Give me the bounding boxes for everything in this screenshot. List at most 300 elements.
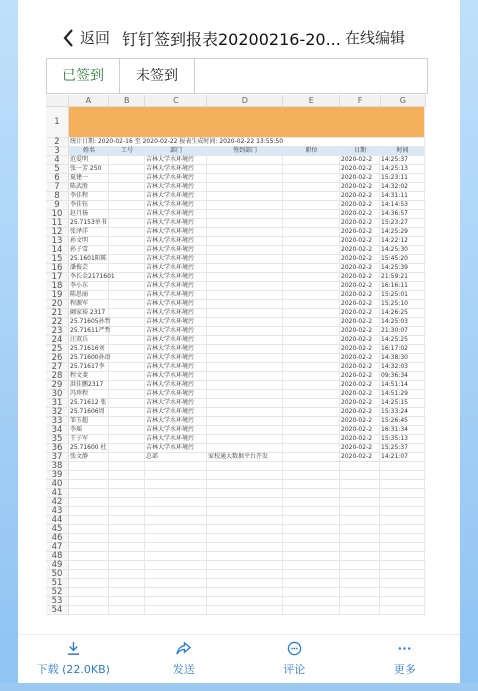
header-time[interactable]: 时间	[380, 147, 425, 155]
cell-signin-department[interactable]	[207, 156, 283, 164]
cell-employee-id[interactable]	[109, 246, 145, 254]
cell-name[interactable]: 阚家裕 2317	[69, 309, 109, 317]
cell-department[interactable]: 吉林大学水环境污	[145, 255, 207, 263]
cell-position[interactable]	[283, 390, 340, 398]
cell-name[interactable]: 张一芳 250	[69, 165, 109, 173]
cell-employee-id[interactable]	[109, 291, 145, 299]
cell-date[interactable]: 2020-02-2	[340, 399, 380, 407]
cell-name[interactable]: 25.71616刘	[69, 345, 109, 353]
cell-date[interactable]: 2020-02-2	[340, 210, 380, 218]
cell-employee-id[interactable]	[109, 345, 145, 353]
empty-cell[interactable]	[207, 462, 283, 470]
empty-cell[interactable]	[109, 516, 145, 524]
empty-cell[interactable]	[380, 588, 425, 596]
cell-time[interactable]: 14:32:02	[380, 183, 425, 191]
cell-name[interactable]: 李佳钰	[69, 201, 109, 209]
cell-signin-department[interactable]	[207, 327, 283, 335]
cell-position[interactable]	[283, 228, 340, 236]
cell-name[interactable]: 25.1601阳陈	[69, 255, 109, 263]
empty-cell[interactable]	[340, 570, 380, 578]
cell-employee-id[interactable]	[109, 417, 145, 425]
empty-cell[interactable]	[207, 516, 283, 524]
cell-department[interactable]: 吉林大学水环境污	[145, 435, 207, 443]
cell-position[interactable]	[283, 435, 340, 443]
empty-cell[interactable]	[69, 480, 109, 488]
cell-position[interactable]	[283, 165, 340, 173]
cell-name[interactable]: 汪双兵	[69, 336, 109, 344]
cell-department[interactable]: 吉林大学水环境污	[145, 219, 207, 227]
empty-cell[interactable]	[69, 552, 109, 560]
empty-cell[interactable]	[109, 480, 145, 488]
empty-cell[interactable]	[69, 507, 109, 515]
cell-department[interactable]: 吉林大学水环境污	[145, 174, 207, 182]
empty-cell[interactable]	[283, 588, 340, 596]
cell-position[interactable]	[283, 300, 340, 308]
cell-time[interactable]: 14:25:29	[380, 228, 425, 236]
cell-employee-id[interactable]	[109, 390, 145, 398]
empty-cell[interactable]	[283, 534, 340, 542]
cell-employee-id[interactable]	[109, 399, 145, 407]
empty-cell[interactable]	[145, 561, 207, 569]
cell-time[interactable]: 15:33:24	[380, 408, 425, 416]
cell-department[interactable]: 吉林大学水环境污	[145, 228, 207, 236]
cell-department[interactable]: 吉林大学水环境污	[145, 282, 207, 290]
empty-cell[interactable]	[380, 570, 425, 578]
empty-cell[interactable]	[340, 588, 380, 596]
cell-signin-department[interactable]	[207, 219, 283, 227]
cell-date[interactable]: 2020-02-2	[340, 246, 380, 254]
cell-signin-department[interactable]	[207, 354, 283, 362]
empty-cell[interactable]	[145, 462, 207, 470]
empty-cell[interactable]	[109, 597, 145, 605]
empty-cell[interactable]	[207, 534, 283, 542]
cell-time[interactable]: 09:36:34	[380, 372, 425, 380]
cell-time[interactable]: 21:30:07	[380, 327, 425, 335]
empty-cell[interactable]	[283, 561, 340, 569]
cell-signin-department[interactable]	[207, 399, 283, 407]
cell-signin-department[interactable]	[207, 228, 283, 236]
cell-department[interactable]: 吉林大学水环境污	[145, 363, 207, 371]
cell-position[interactable]	[283, 426, 340, 434]
cell-position[interactable]	[283, 255, 340, 263]
cell-position[interactable]	[283, 282, 340, 290]
cell-name[interactable]: 程文斐	[69, 372, 109, 380]
empty-cell[interactable]	[109, 588, 145, 596]
empty-cell[interactable]	[380, 561, 425, 569]
cell-position[interactable]	[283, 327, 340, 335]
empty-cell[interactable]	[380, 489, 425, 497]
cell-employee-id[interactable]	[109, 453, 145, 461]
cell-date[interactable]: 2020-02-2	[340, 174, 380, 182]
empty-cell[interactable]	[109, 471, 145, 479]
cell-position[interactable]	[283, 453, 340, 461]
header-signin-department[interactable]: 签到部门	[207, 147, 283, 155]
cell-signin-department[interactable]	[207, 174, 283, 182]
cell-department[interactable]: 吉林大学水环境污	[145, 192, 207, 200]
empty-cell[interactable]	[340, 471, 380, 479]
cell-name[interactable]: 冯珍程	[69, 390, 109, 398]
cell-date[interactable]: 2020-02-2	[340, 264, 380, 272]
cell-signin-department[interactable]	[207, 309, 283, 317]
cell-name[interactable]: 夏建一	[69, 174, 109, 182]
empty-cell[interactable]	[283, 471, 340, 479]
empty-cell[interactable]	[207, 498, 283, 506]
cell-name[interactable]: 陈思丽	[69, 291, 109, 299]
empty-cell[interactable]	[109, 606, 145, 614]
cell-time[interactable]: 14:38:30	[380, 354, 425, 362]
cell-time[interactable]: 14:31:11	[380, 192, 425, 200]
empty-cell[interactable]	[380, 498, 425, 506]
empty-cell[interactable]	[207, 525, 283, 533]
cell-department[interactable]: 吉林大学水环境污	[145, 201, 207, 209]
cell-name[interactable]: 程源军	[69, 300, 109, 308]
empty-cell[interactable]	[340, 534, 380, 542]
empty-cell[interactable]	[283, 606, 340, 614]
cell-date[interactable]: 2020-02-2	[340, 165, 380, 173]
cell-employee-id[interactable]	[109, 318, 145, 326]
cell-department[interactable]: 吉林大学水环境污	[145, 426, 207, 434]
empty-cell[interactable]	[109, 579, 145, 587]
header-employee-id[interactable]: 工号	[109, 147, 145, 155]
cell-employee-id[interactable]	[109, 210, 145, 218]
cell-time[interactable]: 16:16:11	[380, 282, 425, 290]
cell-date[interactable]: 2020-02-2	[340, 408, 380, 416]
empty-cell[interactable]	[145, 534, 207, 542]
title-band-cell[interactable]	[69, 107, 425, 137]
cell-department[interactable]: 吉林大学水环境污	[145, 336, 207, 344]
empty-cell[interactable]	[340, 516, 380, 524]
cell-time[interactable]: 15:45:20	[380, 255, 425, 263]
empty-cell[interactable]	[340, 507, 380, 515]
cell-time[interactable]: 14:14:53	[380, 201, 425, 209]
cell-time[interactable]: 16:17:02	[380, 345, 425, 353]
empty-cell[interactable]	[207, 606, 283, 614]
empty-cell[interactable]	[109, 561, 145, 569]
online-edit-button[interactable]: 在线编辑	[345, 29, 406, 47]
cell-employee-id[interactable]	[109, 372, 145, 380]
cell-department[interactable]: 吉林大学水环境污	[145, 264, 207, 272]
cell-name[interactable]: 李佳程	[69, 192, 109, 200]
empty-cell[interactable]	[283, 543, 340, 551]
empty-cell[interactable]	[283, 525, 340, 533]
cell-position[interactable]	[283, 444, 340, 452]
header-date[interactable]: 日期	[340, 147, 380, 155]
cell-signin-department[interactable]	[207, 345, 283, 353]
cell-time[interactable]: 14:51:14	[380, 381, 425, 389]
empty-cell[interactable]	[380, 534, 425, 542]
cell-time[interactable]: 14:21:07	[380, 453, 425, 461]
cell-department[interactable]: 吉林大学水环境污	[145, 183, 207, 191]
empty-cell[interactable]	[283, 507, 340, 515]
empty-cell[interactable]	[207, 579, 283, 587]
more-button[interactable]	[350, 635, 461, 681]
cell-department[interactable]: 吉林大学水环境污	[145, 318, 207, 326]
empty-cell[interactable]	[340, 498, 380, 506]
cell-position[interactable]	[283, 219, 340, 227]
cell-name[interactable]: 25.71606周	[69, 408, 109, 416]
empty-cell[interactable]	[340, 606, 380, 614]
cell-signin-department[interactable]	[207, 237, 283, 245]
empty-cell[interactable]	[145, 570, 207, 578]
cell-employee-id[interactable]	[109, 192, 145, 200]
cell-date[interactable]: 2020-02-2	[340, 435, 380, 443]
cell-name[interactable]: 孙文明	[69, 237, 109, 245]
empty-cell[interactable]	[69, 462, 109, 470]
cell-department[interactable]: 吉林大学水环境污	[145, 210, 207, 218]
empty-cell[interactable]	[145, 606, 207, 614]
cell-date[interactable]: 2020-02-2	[340, 156, 380, 164]
cell-department[interactable]: 吉林大学水环境污	[145, 237, 207, 245]
empty-cell[interactable]	[207, 489, 283, 497]
empty-cell[interactable]	[69, 543, 109, 551]
cell-employee-id[interactable]	[109, 165, 145, 173]
empty-cell[interactable]	[340, 552, 380, 560]
cell-signin-department[interactable]	[207, 210, 283, 218]
empty-cell[interactable]	[145, 552, 207, 560]
empty-cell[interactable]	[207, 507, 283, 515]
cell-employee-id[interactable]	[109, 174, 145, 182]
cell-name[interactable]: 张泽洋	[69, 228, 109, 236]
cell-employee-id[interactable]	[109, 363, 145, 371]
empty-cell[interactable]	[283, 579, 340, 587]
cell-date[interactable]: 2020-02-2	[340, 417, 380, 425]
cell-date[interactable]: 2020-02-2	[340, 336, 380, 344]
empty-cell[interactable]	[109, 525, 145, 533]
empty-cell[interactable]	[109, 489, 145, 497]
empty-cell[interactable]	[145, 597, 207, 605]
empty-cell[interactable]	[69, 489, 109, 497]
cell-position[interactable]	[283, 318, 340, 326]
empty-cell[interactable]	[380, 543, 425, 551]
cell-employee-id[interactable]	[109, 408, 145, 416]
cell-department[interactable]: 吉林大学水环境污	[145, 372, 207, 380]
cell-department[interactable]: 吉林大学水环境污	[145, 165, 207, 173]
empty-cell[interactable]	[340, 579, 380, 587]
empty-cell[interactable]	[380, 552, 425, 560]
empty-cell[interactable]	[283, 516, 340, 524]
empty-cell[interactable]	[69, 516, 109, 524]
cell-employee-id[interactable]	[109, 354, 145, 362]
empty-cell[interactable]	[380, 597, 425, 605]
cell-date[interactable]: 2020-02-2	[340, 219, 380, 227]
cell-time[interactable]: 14:26:25	[380, 309, 425, 317]
cell-name[interactable]: 25.71617李	[69, 363, 109, 371]
empty-cell[interactable]	[207, 471, 283, 479]
cell-signin-department[interactable]	[207, 291, 283, 299]
cell-name[interactable]: 张文静	[69, 453, 109, 461]
cell-time[interactable]: 14:25:39	[380, 264, 425, 272]
cell-position[interactable]	[283, 237, 340, 245]
cell-department[interactable]: 吉林大学水环境污	[145, 156, 207, 164]
cell-date[interactable]: 2020-02-2	[340, 327, 380, 335]
header-name[interactable]: 姓名	[69, 147, 109, 155]
cell-date[interactable]: 2020-02-2	[340, 426, 380, 434]
cell-position[interactable]	[283, 336, 340, 344]
cell-signin-department[interactable]	[207, 192, 283, 200]
cell-department[interactable]: 吉林大学水环境污	[145, 309, 207, 317]
cell-time[interactable]: 14:25:25	[380, 336, 425, 344]
empty-cell[interactable]	[380, 525, 425, 533]
empty-cell[interactable]	[109, 507, 145, 515]
cell-time[interactable]: 21:59:21	[380, 273, 425, 281]
cell-name[interactable]: 李小东	[69, 282, 109, 290]
cell-signin-department[interactable]	[207, 381, 283, 389]
cell-employee-id[interactable]	[109, 327, 145, 335]
cell-position[interactable]	[283, 399, 340, 407]
cell-employee-id[interactable]	[109, 435, 145, 443]
empty-cell[interactable]	[283, 489, 340, 497]
empty-cell[interactable]	[380, 579, 425, 587]
empty-cell[interactable]	[283, 552, 340, 560]
empty-cell[interactable]	[207, 588, 283, 596]
cell-department[interactable]: 吉林大学水环境污	[145, 345, 207, 353]
cell-signin-department[interactable]	[207, 273, 283, 281]
cell-date[interactable]: 2020-02-2	[340, 444, 380, 452]
empty-cell[interactable]	[207, 597, 283, 605]
cell-signin-department[interactable]	[207, 246, 283, 254]
cell-position[interactable]	[283, 201, 340, 209]
cell-employee-id[interactable]	[109, 219, 145, 227]
cell-time[interactable]: 14:25:13	[380, 165, 425, 173]
empty-cell[interactable]	[207, 561, 283, 569]
empty-cell[interactable]	[380, 507, 425, 515]
cell-position[interactable]	[283, 264, 340, 272]
comment-button[interactable]	[239, 635, 350, 681]
cell-signin-department[interactable]	[207, 390, 283, 398]
cell-department[interactable]: 吉林大学水环境污	[145, 246, 207, 254]
cell-position[interactable]	[283, 372, 340, 380]
cell-date[interactable]: 2020-02-2	[340, 372, 380, 380]
cell-department[interactable]: 吉林大学水环境污	[145, 354, 207, 362]
cell-time[interactable]: 15:25:37	[380, 444, 425, 452]
cell-employee-id[interactable]	[109, 426, 145, 434]
cell-department[interactable]: 吉林大学水环境污	[145, 417, 207, 425]
cell-position[interactable]	[283, 345, 340, 353]
empty-cell[interactable]	[340, 480, 380, 488]
cell-signin-department[interactable]	[207, 282, 283, 290]
empty-cell[interactable]	[207, 480, 283, 488]
cell-date[interactable]: 2020-02-2	[340, 237, 380, 245]
cell-signin-department[interactable]	[207, 264, 283, 272]
cell-date[interactable]: 2020-02-2	[340, 192, 380, 200]
cell-time[interactable]: 14:25:15	[380, 399, 425, 407]
empty-cell[interactable]	[145, 498, 207, 506]
cell-department[interactable]: 吉林大学水环境污	[145, 399, 207, 407]
empty-cell[interactable]	[283, 597, 340, 605]
empty-cell[interactable]	[69, 579, 109, 587]
cell-employee-id[interactable]	[109, 237, 145, 245]
cell-position[interactable]	[283, 156, 340, 164]
cell-signin-department[interactable]	[207, 363, 283, 371]
cell-name[interactable]: 洪佳鹏2317	[69, 381, 109, 389]
cell-signin-department[interactable]	[207, 372, 283, 380]
empty-cell[interactable]	[380, 462, 425, 470]
cell-date[interactable]: 2020-02-2	[340, 354, 380, 362]
cell-name[interactable]: 陈武胜	[69, 183, 109, 191]
cell-department[interactable]: 吉林大学水环境污	[145, 390, 207, 398]
cell-signin-department[interactable]	[207, 300, 283, 308]
cell-name[interactable]: 赵月扬	[69, 210, 109, 218]
cell-signin-department[interactable]	[207, 426, 283, 434]
cell-name[interactable]: 王子军	[69, 435, 109, 443]
cell-employee-id[interactable]	[109, 201, 145, 209]
cell-date[interactable]: 2020-02-2	[340, 390, 380, 398]
cell-date[interactable]: 2020-02-2	[340, 201, 380, 209]
cell-time[interactable]: 14:22:12	[380, 237, 425, 245]
cell-position[interactable]	[283, 417, 340, 425]
cell-position[interactable]	[283, 192, 340, 200]
cell-employee-id[interactable]	[109, 381, 145, 389]
cell-time[interactable]: 14:25:30	[380, 246, 425, 254]
empty-cell[interactable]	[340, 597, 380, 605]
empty-cell[interactable]	[207, 570, 283, 578]
cell-signin-department[interactable]	[207, 336, 283, 344]
cell-position[interactable]	[283, 246, 340, 254]
empty-cell[interactable]	[283, 480, 340, 488]
cell-name[interactable]: 25.71605孙哲	[70, 318, 111, 325]
cell-department[interactable]: 吉林大学水环境污	[145, 381, 207, 389]
cell-time[interactable]: 14:36:57	[380, 210, 425, 218]
empty-cell[interactable]	[69, 597, 109, 605]
cell-name[interactable]: 孙子雪	[69, 246, 109, 254]
empty-cell[interactable]	[340, 525, 380, 533]
empty-cell[interactable]	[69, 588, 109, 596]
cell-name[interactable]: 范爱明	[69, 156, 109, 164]
empty-cell[interactable]	[145, 507, 207, 515]
empty-cell[interactable]	[69, 471, 109, 479]
header-department[interactable]: 部门	[145, 147, 207, 155]
cell-position[interactable]	[283, 309, 340, 317]
empty-cell[interactable]	[145, 543, 207, 551]
empty-cell[interactable]	[207, 552, 283, 560]
cell-date[interactable]: 2020-02-2	[340, 291, 380, 299]
send-button[interactable]	[129, 635, 240, 681]
cell-date[interactable]: 2020-02-2	[340, 282, 380, 290]
cell-date[interactable]: 2020-02-2	[340, 273, 380, 281]
empty-cell[interactable]	[145, 471, 207, 479]
empty-cell[interactable]	[380, 471, 425, 479]
cell-signin-department[interactable]	[207, 201, 283, 209]
empty-cell[interactable]	[109, 552, 145, 560]
cell-signin-department[interactable]	[207, 444, 283, 452]
cell-department[interactable]: 吉林大学水环境污	[145, 273, 207, 281]
cell-position[interactable]	[283, 183, 340, 191]
empty-cell[interactable]	[380, 516, 425, 524]
cell-signin-department[interactable]	[207, 435, 283, 443]
empty-cell[interactable]	[109, 462, 145, 470]
cell-time[interactable]: 15:26:45	[380, 417, 425, 425]
empty-cell[interactable]	[109, 498, 145, 506]
header-position[interactable]: 职位	[283, 147, 340, 155]
cell-date[interactable]: 2020-02-2	[340, 300, 380, 308]
cell-position[interactable]	[283, 354, 340, 362]
cell-employee-id[interactable]	[109, 309, 145, 317]
cell-name[interactable]: 25.71600 杜	[69, 444, 109, 452]
cell-time[interactable]: 14:32:03	[380, 363, 425, 371]
cell-department[interactable]: 总部	[145, 453, 207, 461]
cell-employee-id[interactable]	[109, 282, 145, 290]
cell-time[interactable]: 15:35:13	[380, 435, 425, 443]
cell-position[interactable]	[283, 210, 340, 218]
cell-employee-id[interactable]	[109, 264, 145, 272]
cell-date[interactable]: 2020-02-2	[340, 228, 380, 236]
cell-name[interactable]: 邹玉超	[69, 417, 109, 425]
cell-name[interactable]: 潘俊芸	[69, 264, 109, 272]
empty-cell[interactable]	[69, 498, 109, 506]
empty-cell[interactable]	[109, 570, 145, 578]
cell-date[interactable]: 2020-02-2	[340, 381, 380, 389]
cell-name[interactable]: 李瑶	[69, 426, 109, 434]
